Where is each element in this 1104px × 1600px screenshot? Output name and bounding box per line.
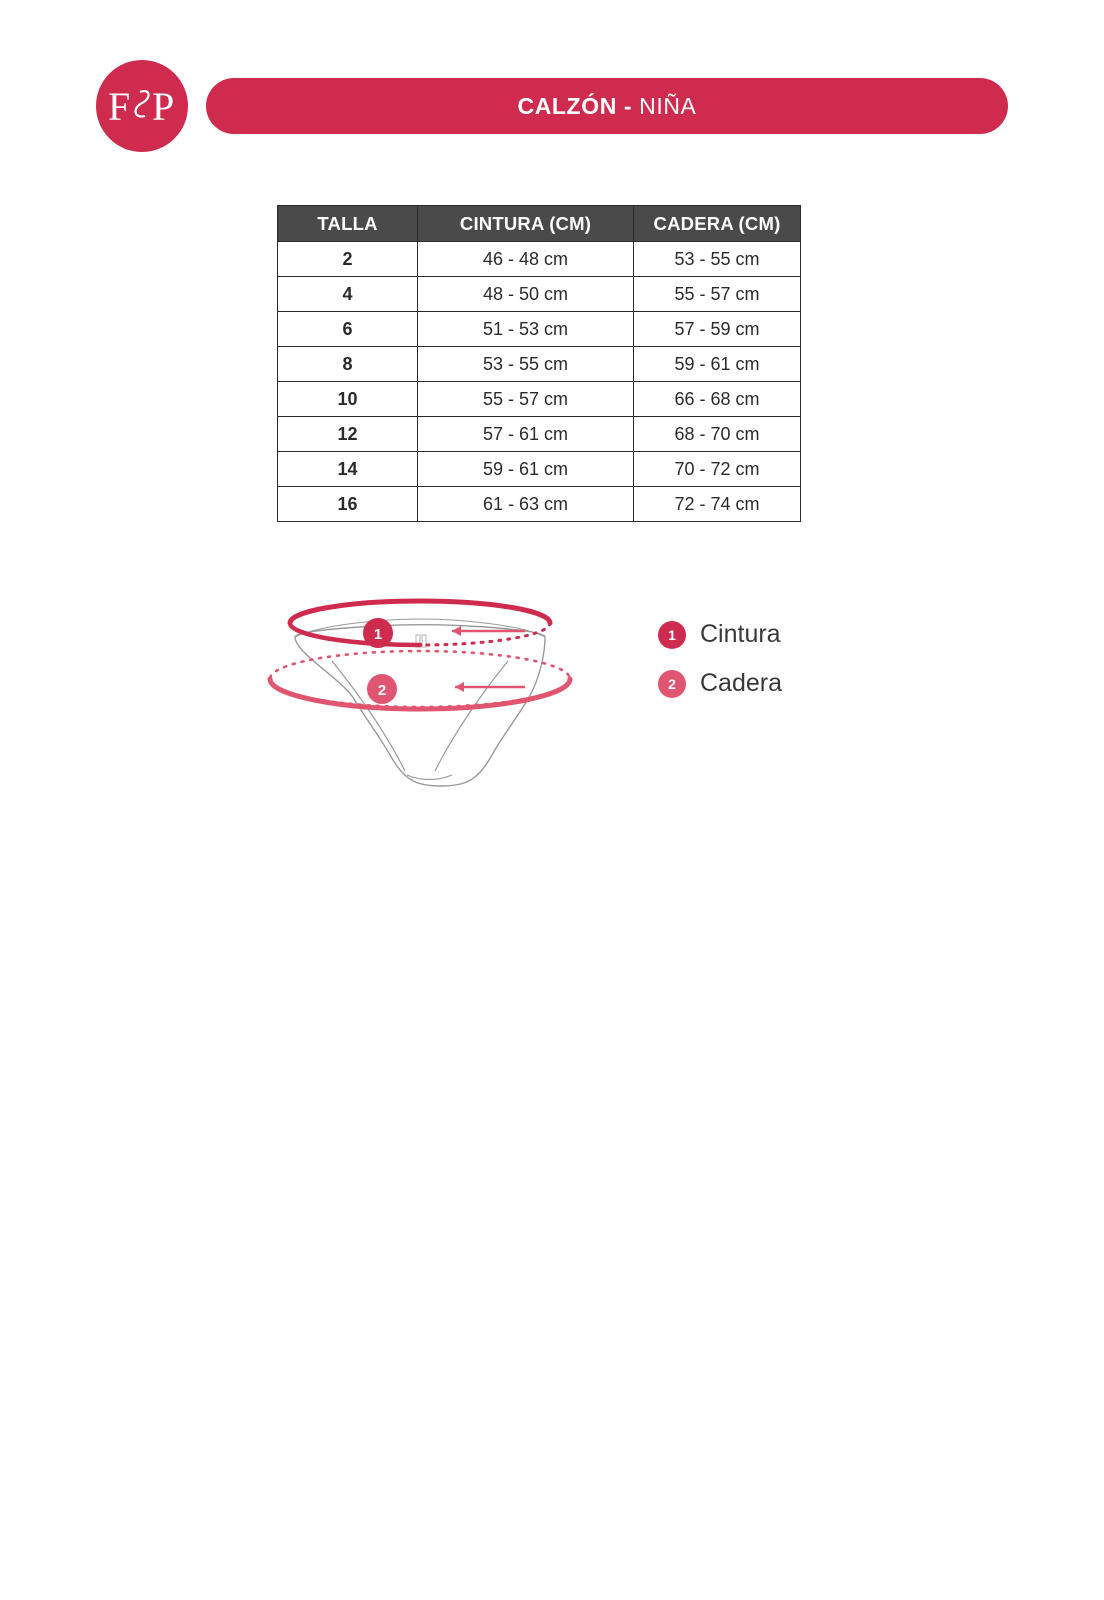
panty-diagram-icon: [240, 575, 640, 815]
table-row: [278, 417, 801, 452]
table-row: [278, 277, 801, 312]
cell-cintura: 55 - 57 cm: [418, 382, 634, 417]
cell-talla: 16: [278, 487, 418, 522]
cell-talla: 12: [278, 417, 418, 452]
table-row: [278, 242, 801, 277]
legend-label-cadera: Cadera: [700, 669, 782, 697]
page-title-garment: CALZÓN -: [517, 92, 633, 119]
fsp-logo-icon: [106, 78, 178, 134]
cell-talla: 2: [278, 242, 418, 277]
cell-talla: 14: [278, 452, 418, 487]
measurement-diagram: [240, 575, 640, 815]
legend-badge-1: 1: [658, 621, 686, 649]
cell-cadera: 66 - 68 cm: [634, 382, 801, 417]
table-row: [278, 487, 801, 522]
cell-cintura: 51 - 53 cm: [418, 312, 634, 347]
table-row: [278, 312, 801, 347]
cell-cintura: 53 - 55 cm: [418, 347, 634, 382]
page-title: [517, 93, 696, 120]
legend-item-cintura: [658, 620, 918, 649]
legend-item-cadera: [658, 669, 918, 698]
column-header-cadera: CADERA (CM): [634, 206, 801, 242]
cell-cadera: 55 - 57 cm: [634, 277, 801, 312]
table-row: [278, 382, 801, 417]
cell-cintura: 61 - 63 cm: [418, 487, 634, 522]
cell-cintura: 59 - 61 cm: [418, 452, 634, 487]
cell-talla: 8: [278, 347, 418, 382]
svg-text:F: F: [108, 84, 131, 129]
cell-cintura: 57 - 61 cm: [418, 417, 634, 452]
svg-text:1: 1: [373, 626, 383, 643]
size-chart-table: [277, 205, 801, 522]
cell-cadera: 72 - 74 cm: [634, 487, 801, 522]
cell-cadera: 68 - 70 cm: [634, 417, 801, 452]
column-header-talla: TALLA: [278, 206, 418, 242]
page-header: [96, 60, 1008, 152]
cell-cadera: 53 - 55 cm: [634, 242, 801, 277]
cell-cintura: 46 - 48 cm: [418, 242, 634, 277]
cell-cadera: 70 - 72 cm: [634, 452, 801, 487]
svg-text:2: 2: [377, 682, 387, 699]
cell-talla: 10: [278, 382, 418, 417]
brand-logo: [96, 60, 188, 152]
table-row: [278, 347, 801, 382]
svg-text:P: P: [152, 84, 175, 129]
cell-talla: 4: [278, 277, 418, 312]
table-header-row: [278, 206, 801, 242]
cell-talla: 6: [278, 312, 418, 347]
column-header-cintura: CINTURA (CM): [418, 206, 634, 242]
cell-cadera: 59 - 61 cm: [634, 347, 801, 382]
cell-cintura: 48 - 50 cm: [418, 277, 634, 312]
page-title-audience: NIÑA: [632, 92, 697, 119]
legend-badge-2: 2: [658, 670, 686, 698]
cell-cadera: 57 - 59 cm: [634, 312, 801, 347]
header-bar: [206, 78, 1008, 134]
diagram-legend: [658, 620, 918, 718]
table-row: [278, 452, 801, 487]
legend-label-cintura: Cintura: [700, 620, 781, 648]
